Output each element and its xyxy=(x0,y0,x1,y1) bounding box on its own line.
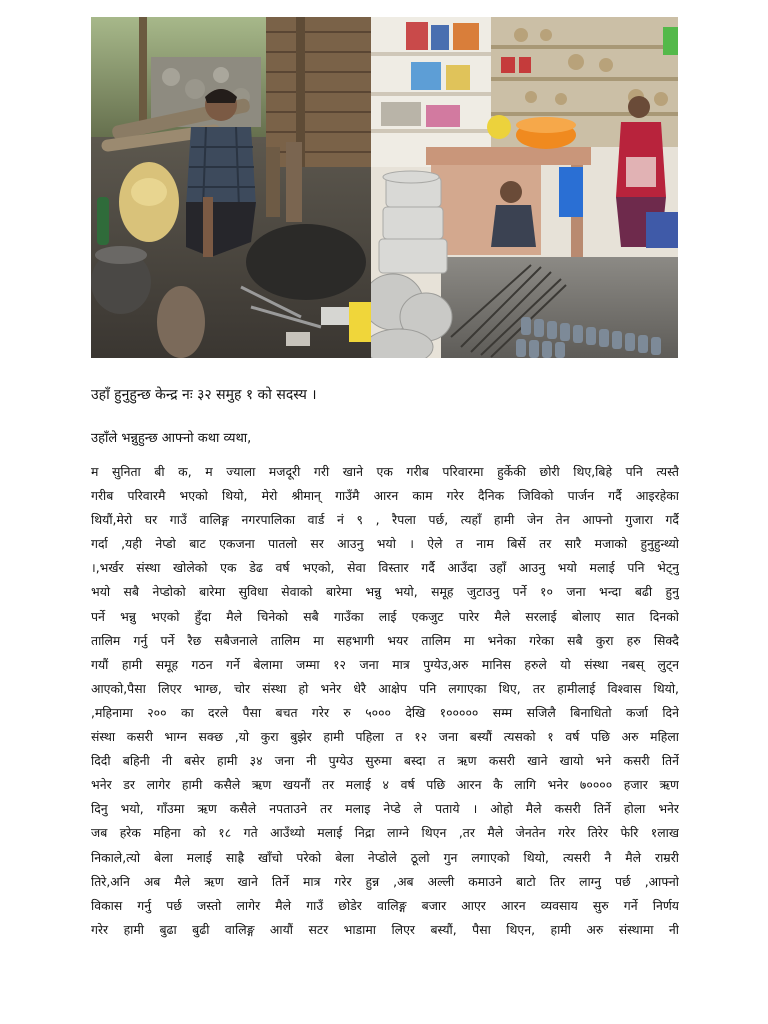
story-line: गयौं हामी समूह गठन गर्ने बेलामा जम्मा १२ जना मात्र पुग्येउ,अरु मानिस हरुले यो संस्था नबस् लुट्न xyxy=(91,656,679,672)
story-line: संस्था कसरी भाग्न सक्छ ,यो कुरा बुझेर हामी पहिला त १२ जना बस्यौं त्यसको १ वर्ष पछि अरु महिला xyxy=(91,729,679,745)
story-line: ।,भर्खर संस्था खोलेको एक डेढ वर्ष भएको, सेवा विस्तार गर्दै आउँदा उहाँ आउनु भयो मलाई पनि भेट्नु xyxy=(91,560,679,576)
story-line: थियौं,मेरो घर गाउँ वालिङ्ग नगरपालिका वार्ड नं ९ , रैपला पर्छ, त्यहाँ हामी जेन तेन आफ्नो गुजारा गर्दै xyxy=(91,512,679,528)
blacksmith-photo-image xyxy=(91,17,371,358)
story-line: तालिम गर्नु पर्ने रैछ सबैजनाले तालिम मा सहभागी भयर तालिम मा भनेका गरेका सबै कुरा हरु सिक्दै xyxy=(91,632,679,648)
metal-shop-photo-image xyxy=(371,17,678,358)
photo-row xyxy=(91,17,678,358)
story-line: म सुनिता बी क, म ज्याला मजदूरी गरी खाने एक गरीब परिवारमा हुर्केकी छोरी थिए,बिहे पनि त्यस्तै xyxy=(91,464,679,479)
story-line: दिदी बहिनी नी बसेर हामी ३४ जना नी पुग्येउ सुरुमा बस्दा त ऋण कसरी खाने खायो भने कसरी तिर्ने xyxy=(91,753,679,769)
story-line: भयो सबै नेप्डोको बारेमा सुविधा सेवाको बारेमा भन्नु भयो, समूह जुटाउनु पर्ने १० जना भन्दा बढी हुनु xyxy=(91,584,679,600)
story-line: गर्दा ,यही नेप्डो बाट एकजना पातलो सर आउनु भयो । ऐले त नाम बिर्से तर सारै मजाको हुनुहुन्थ्यो xyxy=(91,536,679,552)
story-line: आएको,पैसा लिएर भाग्छ, चोर संस्था हो भनेर धेरै आक्षेप पनि लगाएका थिए, तर हामीलाई विश्वास थियो, xyxy=(91,680,679,696)
story-line: दिनु भयो, गाँउमा ऋण कसैले नपताउने तर मलाइ नेप्डे ले पताये । ओहो मैले कसरी तिर्ने होला भनेर xyxy=(91,801,679,817)
story-line: गरीब परिवारमै भएको थियो, मेरो श्रीमान् गाउँमै आरन काम गरेर दैनिक जिविको पार्जन गर्दै आइरहेका xyxy=(91,488,679,504)
story-line: जब हरेक महिना को १८ गते आउँथ्यो मलाई निद्रा लाग्ने थिएन ,तर मैले जेनतेन गरेर तिरेर फेरि १लाख xyxy=(91,825,679,841)
story-line: गरेर हामी बुढा बुढी वालिङ्ग आयौं सटर भाडामा लिएर बस्यौं, पैसा थिएन, हामी अरु संस्थामा नी xyxy=(91,921,679,937)
story-line: ,महिनामा २०० का दरले पैसा बचत गरेर रु ५००० देखि १००००० सम्म सजिलै बिनाधितो कर्जा दिने xyxy=(91,704,679,720)
blacksmith-photo xyxy=(91,17,371,358)
story-line: भनेर डर लागेर हामी कसैले ऋण खयनौं तर मलाई ४ वर्ष पछि आरन कै लागि भनेर ७०००० हजार ऋण xyxy=(91,777,679,793)
metal-shop-photo xyxy=(371,17,678,358)
story-line: विकास गर्नु पर्छ जस्तो लागेर मैले गाउँ छोडेर वालिङ्ग बजार आएर आरन व्यवसाय सुरु गर्ने निर्णय xyxy=(91,897,679,913)
story-intro: उहाँले भन्नुहुन्छ आफ्नो कथा व्यथा, xyxy=(91,431,252,446)
story-line: निकाले,त्यो बेला मलाई साह्रै खाँचो परेको बेला नेप्डोले ठूलो गुन लगाएको थियो, त्यसरी नै मैले राम्ररी xyxy=(91,849,679,865)
story-body xyxy=(91,460,679,942)
story-line: पर्ने भन्नु भएको हुँदा मैले चिनेको सबै गाउँका लाई एकजुट पारेर मैले सरलाई बोलाए सात दिनको xyxy=(91,608,679,624)
photo-caption: उहाँ हुनुहुन्छ केन्द्र नः ३२ समुह १ को सदस्य । xyxy=(91,387,317,403)
story-line: तिरे,अनि अब मैले ऋण खाने तिर्ने मात्र गरेर हुन्न ,अब अल्ली कमाउने बाटो तिर लाग्नु पर्छ ,आफ्नो xyxy=(91,873,679,889)
